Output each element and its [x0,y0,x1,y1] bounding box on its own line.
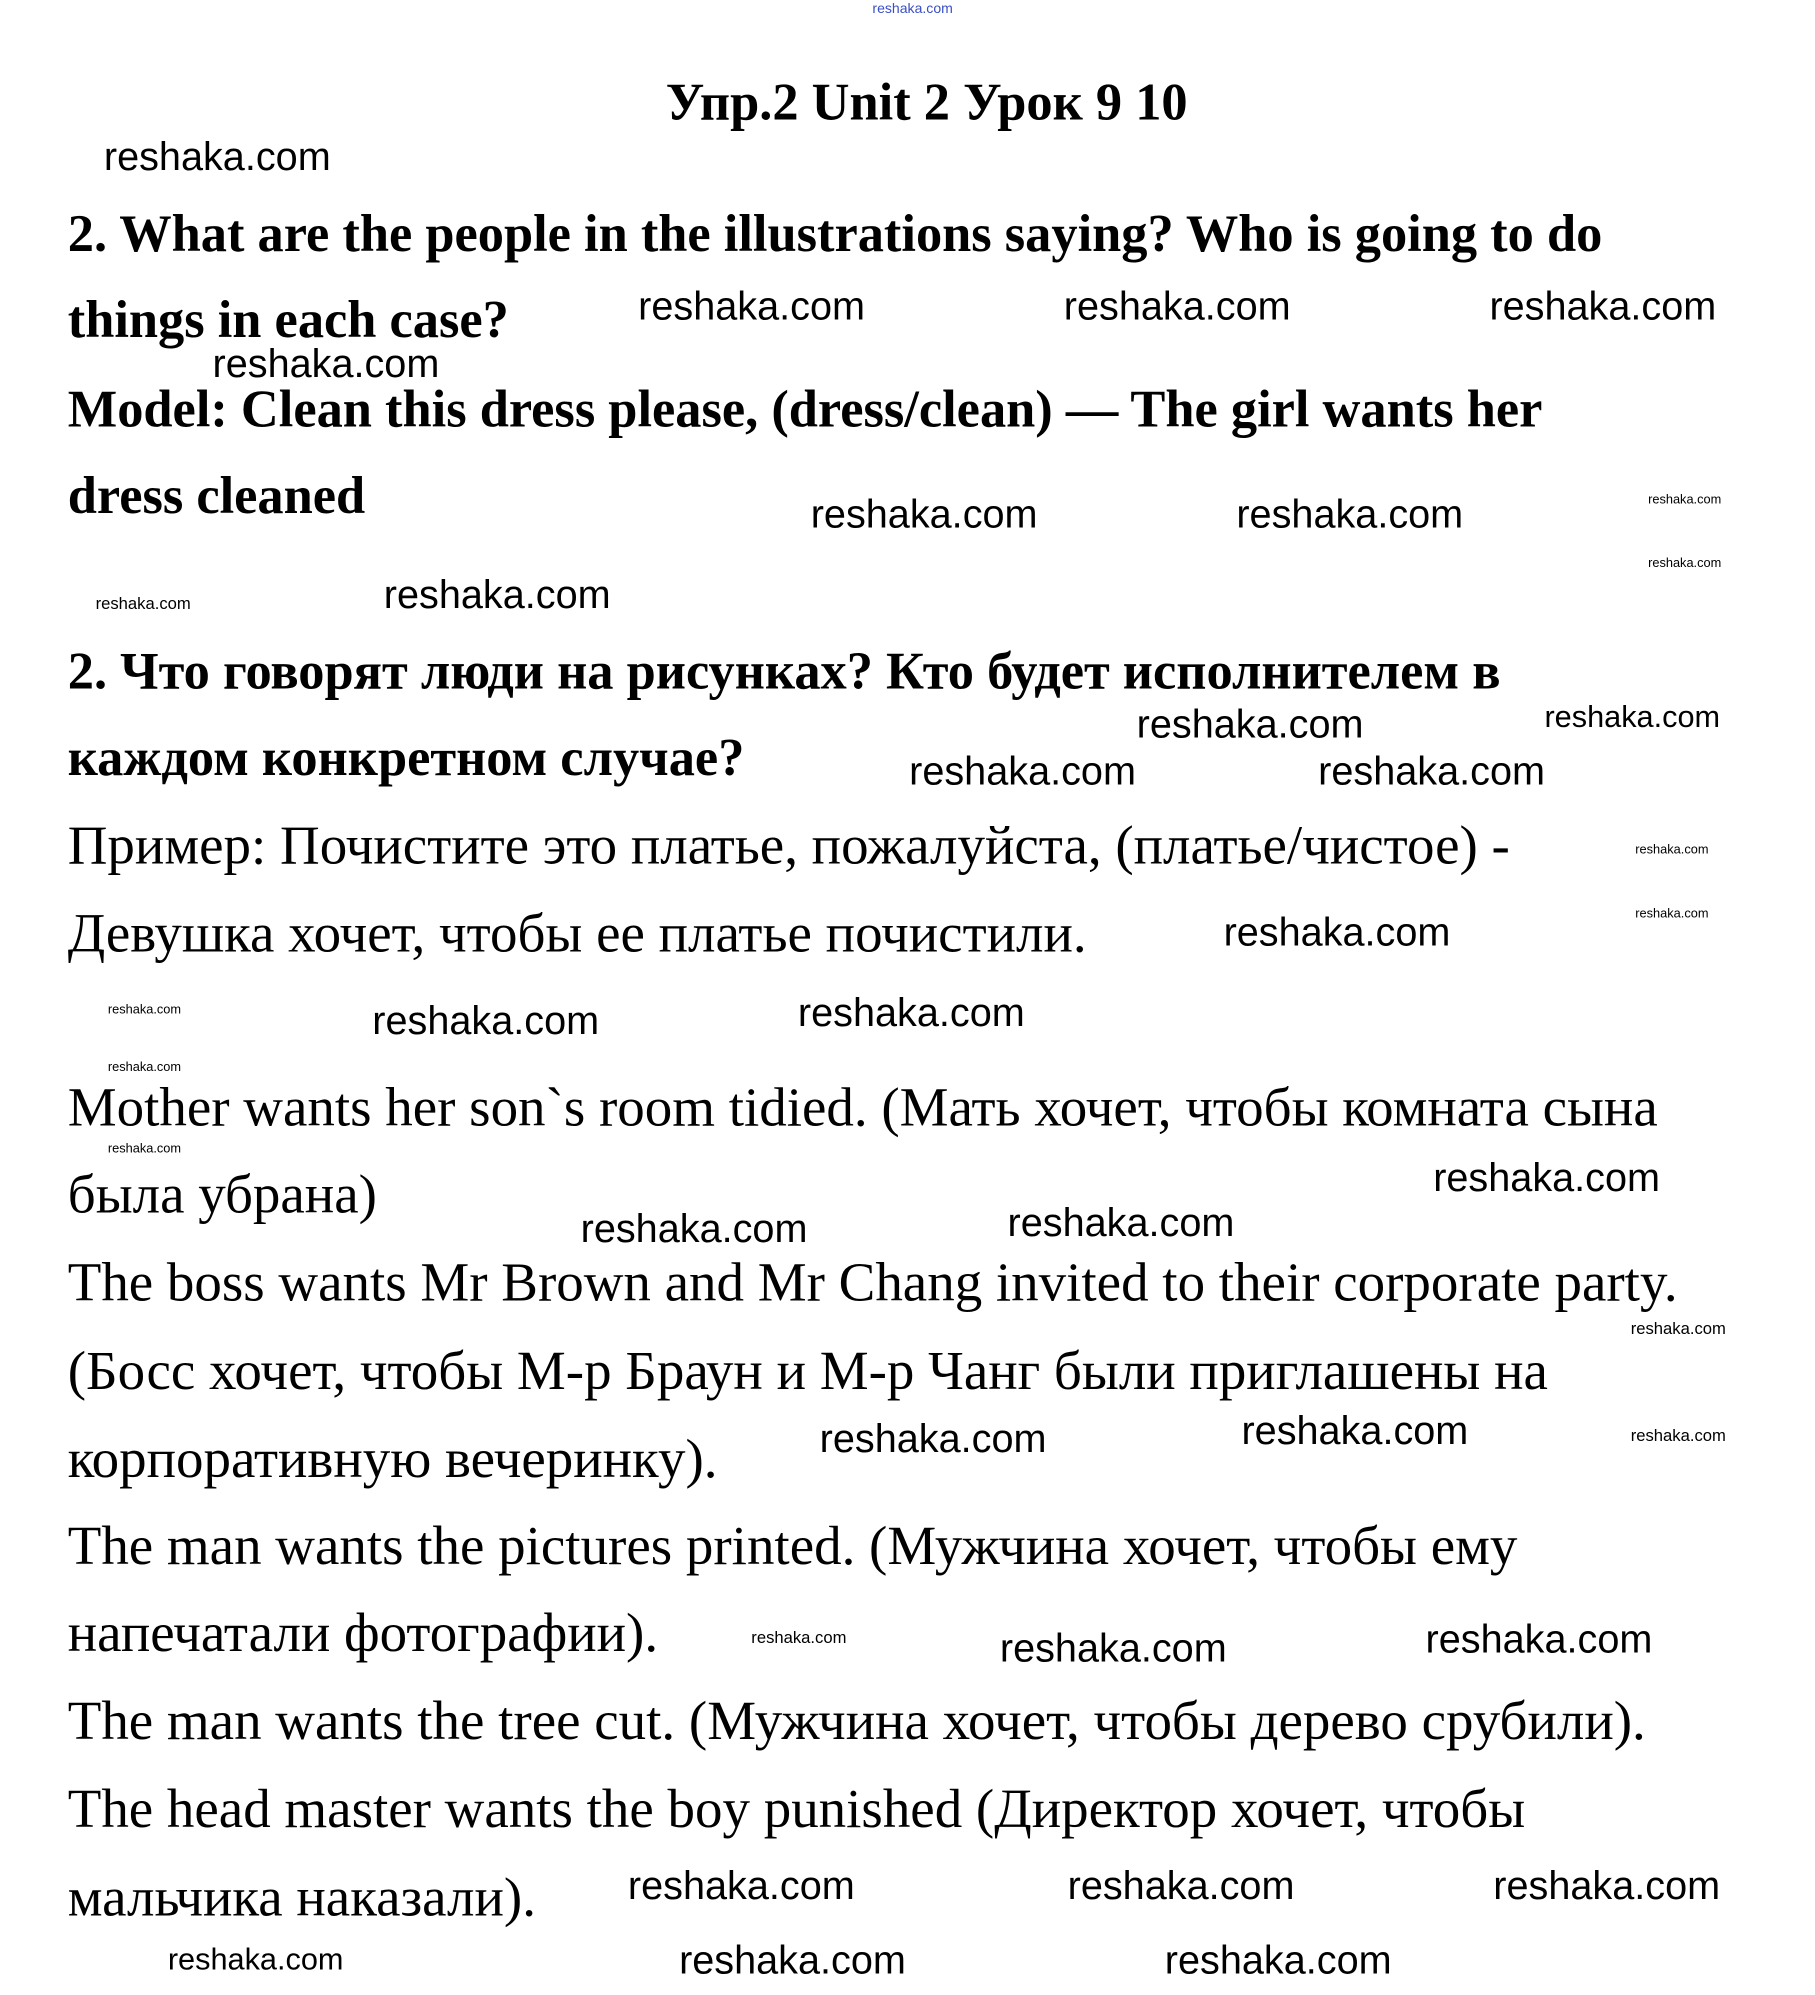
watermark: reshaka.com [372,998,600,1043]
example-line: Девушка хочет, чтобы ее платье почистили. [67,904,1087,965]
watermark: reshaka.com [1630,1425,1726,1445]
watermark: reshaka.com [1648,556,1722,572]
answer-line: напечатали фотографии). [67,1603,659,1664]
watermark: reshaka.com [909,748,1136,794]
watermark: reshaka.com [167,1942,344,1978]
watermark: reshaka.com [999,1625,1227,1671]
watermark: reshaka.com [212,341,440,386]
watermark: reshaka.com [1493,1863,1721,1909]
watermark: reshaka.com [679,1937,906,1983]
answer-line: Mother wants her son`s room tidied. (Мать хочет, чтобы комната сына [67,1078,1658,1139]
example-line: Пример: Почистите это платье, пожалуйста, (платье/чистое) - [67,816,1510,877]
answer-line: The man wants the pictures printed. (Мужчина хочет, чтобы ему [67,1516,1518,1577]
task-ru-line: 2. Что говорят люди на рисунках? Кто будет исполнителем в [67,641,1501,700]
watermark: reshaka.com [1425,1616,1653,1662]
watermark: reshaka.com [1007,1200,1235,1245]
watermark: reshaka.com [107,1142,182,1157]
watermark: reshaka.com [810,491,1038,537]
watermark: reshaka.com [627,1863,855,1909]
watermark: reshaka.com [819,1416,1047,1461]
watermark: reshaka.com [107,1060,182,1075]
model-line: Model: Clean this dress please, (dress/clean) — The girl wants her [67,378,1543,438]
watermark: reshaka.com [580,1206,808,1252]
answer-line: The boss wants Mr Brown and Mr Chang invited to their corporate party. [67,1253,1678,1314]
answer-line: корпоративную вечеринку). [67,1429,718,1490]
answer-line: The man wants the tree cut. (Мужчина хочет, чтобы дерево срубили). [67,1691,1646,1752]
watermark: reshaka.com [1630,1318,1726,1338]
watermark: reshaka.com [638,283,866,329]
task-ru-line: каждом конкретном случае? [67,727,745,787]
watermark: reshaka.com [1241,1408,1469,1454]
watermark: reshaka.com [1136,701,1364,747]
watermark: reshaka.com [107,1003,182,1018]
watermark: reshaka.com [383,572,611,618]
watermark: reshaka.com [1544,700,1721,735]
watermark: reshaka.com [1236,491,1464,537]
watermark-top: reshaka.com [872,1,953,18]
page-title: Упр.2 Unit 2 Урок 9 10 [665,72,1188,132]
watermark: reshaka.com [1067,1863,1295,1909]
watermark: reshaka.com [1063,283,1291,329]
watermark: reshaka.com [1489,283,1717,329]
watermark: reshaka.com [797,990,1025,1036]
watermark: reshaka.com [1648,493,1722,508]
answer-line: была убрана) [67,1165,377,1226]
watermark: reshaka.com [1164,1937,1392,1983]
watermark: reshaka.com [1635,907,1709,922]
watermark: reshaka.com [1635,843,1709,858]
model-line: dress cleaned [67,465,366,525]
answer-line: (Босс хочет, чтобы М-р Браун и М-р Чанг были приглашены на [67,1341,1548,1402]
watermark: reshaka.com [1318,748,1546,794]
answer-line: The head master wants the boy punished (Директор хочет, чтобы [67,1779,1526,1840]
watermark: reshaka.com [103,133,331,179]
watermark: reshaka.com [1433,1155,1661,1201]
task-en-line: things in each case? [67,289,509,349]
task-en-line: 2. What are the people in the illustrations saying? Who is going to do [67,203,1603,263]
answer-line: мальчика наказали). [67,1868,536,1929]
watermark: reshaka.com [751,1627,847,1647]
watermark: reshaka.com [95,593,191,613]
watermark: reshaka.com [1223,909,1451,955]
